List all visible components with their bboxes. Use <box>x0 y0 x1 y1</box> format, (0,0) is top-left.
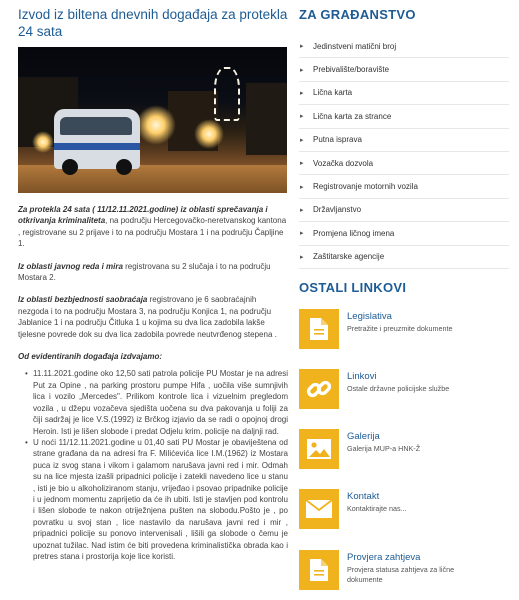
chevron-right-icon: ▸ <box>300 253 304 261</box>
link-galerija[interactable] <box>299 429 509 478</box>
menu-item-vozacka[interactable]: ▸ Vozačka dozvola <box>299 152 509 175</box>
list-item: • U noći 11/12.11.2021.godine u 01,40 sati PU Mostar je obaviještena od strane građana da na adresi fra F. Milićevića lice I.M.(1962) iz Mostara puca iz svog stana i vikom i galamom narušava javni red i mir. Odmah su na lice mjesta izašli pripadnici policije i zatekli navedeno lice u stanu , isti je bio u alkoholiziranom stanju, vrijeđao i psovao pripadnike policije i u jednom momentu zaprijetio da će ih ubiti. Isti je stavljen pod kontrolu i lišen slobode te nakon otriježnjena pušten na slobodu.Pošto je , po povratku u svoj stan , lice nastavilo da narušava javni red i mir , pripadnici policije su ponovo intervenisali , lišili ga slobode o čemu je upoznat tužilac. Nad istim će biti provedena kriminalistička obrada kao i pretres stana i prostorija koje lice koristi. <box>33 437 288 562</box>
link-subtitle: Pretražite i preuzmite dokumente <box>347 323 453 333</box>
chevron-right-icon: ▸ <box>300 113 304 121</box>
chevron-right-icon: ▸ <box>300 136 304 144</box>
menu-item-registrovanje[interactable]: ▸ Registrovanje motornih vozila <box>299 175 509 198</box>
citizen-menu <box>299 35 509 269</box>
menu-item-prebivaliste[interactable]: ▸ Prebivalište/boravište <box>299 58 509 81</box>
menu-item-promjena-imena[interactable]: ▸ Promjena ličnog imena <box>299 222 509 245</box>
link-title: Provjera zahtjeva <box>347 551 421 563</box>
menu-item-putna-isprava[interactable]: ▸ Putna isprava <box>299 129 509 152</box>
link-legislativa[interactable] <box>299 309 509 358</box>
chevron-right-icon: ▸ <box>300 206 304 214</box>
list-item: • 11.11.2021.godine oko 12,50 sati patrola policije PU Mostar je na adresi Put za Opine , na parking prostoru pumpe Hifa , uočila više sumnjivih lica i vozilo „Mercedes". Prilikom kontrole lica i vizuelnim pregledom vozila , u džepu vozačeva sjedišta uočena su dva pakovanja u foliji za čiji sadržaj je lice V.S.(1992) iz Brčkog izjavio da se radi o opojnoj drogi Heroin. Isti je lišen slobode i predat Odjelu krim. policije na daljnji rad. <box>33 368 288 436</box>
menu-item-licna-karta[interactable]: ▸ Lična karta <box>299 82 509 105</box>
link-icon <box>299 369 339 409</box>
document-icon <box>299 550 339 590</box>
menu-item-drzavljanstvo[interactable]: ▸ Državljanstvo <box>299 199 509 222</box>
link-title: Legislativa <box>347 310 392 322</box>
link-subtitle: Galerija MUP-a HNK-Ž <box>347 444 421 454</box>
other-links-title: OSTALI LINKOVI <box>299 279 407 295</box>
image-icon <box>299 429 339 469</box>
link-title: Kontakt <box>347 491 380 503</box>
para-public-order: Iz oblasti javnog reda i mira registrovana su 2 slučaja i to na području Mostara 2. <box>18 261 271 283</box>
chevron-right-icon: ▸ <box>300 160 304 168</box>
menu-item-licna-karta-stranca[interactable]: ▸ Lična karta za strance <box>299 105 509 128</box>
link-title: Galerija <box>347 431 380 443</box>
chevron-right-icon: ▸ <box>300 43 304 51</box>
article <box>18 6 288 562</box>
chevron-right-icon: ▸ <box>300 89 304 97</box>
link-linkovi[interactable] <box>299 369 509 418</box>
article-photo <box>18 47 287 193</box>
link-provjera-zahtjeva[interactable] <box>299 550 509 599</box>
link-subtitle: Kontaktirajte nas... <box>347 504 407 514</box>
para-highlights-heading: Od evidentiranih događaja izdvajamo: <box>18 352 163 362</box>
link-subtitle: Provjera statusa zahtjeva za lične dokumente <box>347 564 455 584</box>
chevron-right-icon: ▸ <box>300 66 304 74</box>
para-crime: Za protekla 24 sata ( 11/12.11.2021.godine) iz oblasti sprečavanja i otkrivanja kriminaliteta, na području Hercegovačko-neretvanskog kantona , registrovane su 2 prijave i to na području Mostara 1 i na području Čapljine 1. <box>18 205 287 249</box>
other-links <box>299 309 509 599</box>
link-subtitle: Ostale državne policijske službe <box>347 384 450 394</box>
link-title: Linkovi <box>347 371 377 383</box>
sidebar <box>299 6 509 600</box>
menu-item-zastitarske[interactable]: ▸ Zaštitarske agencije <box>299 246 509 269</box>
envelope-icon <box>299 489 339 529</box>
chevron-right-icon: ▸ <box>300 183 304 191</box>
event-list <box>18 368 288 562</box>
sidebar-title: ZA GRAĐANSTVO <box>299 7 416 22</box>
menu-item-jmb[interactable]: ▸ Jedinstveni matični broj <box>299 35 509 58</box>
document-icon <box>299 309 339 349</box>
para-traffic: Iz oblasti bezbjednosti saobraćaja registrovano je 6 saobraćajnih nezgoda i to na području Mostara 3, na području Konjica 1, na području Jablanice 1 i na području Čitluka 1 u kojima su dva lica zadobila lakše tjelesne povrede dok su dva lica zadobila povrede neutvrđenog stepena . <box>18 295 277 339</box>
chevron-right-icon: ▸ <box>300 230 304 238</box>
link-kontakt[interactable] <box>299 489 509 538</box>
article-title: Izvod iz biltena dnevnih događaja za protekla 24 sata <box>18 7 288 39</box>
